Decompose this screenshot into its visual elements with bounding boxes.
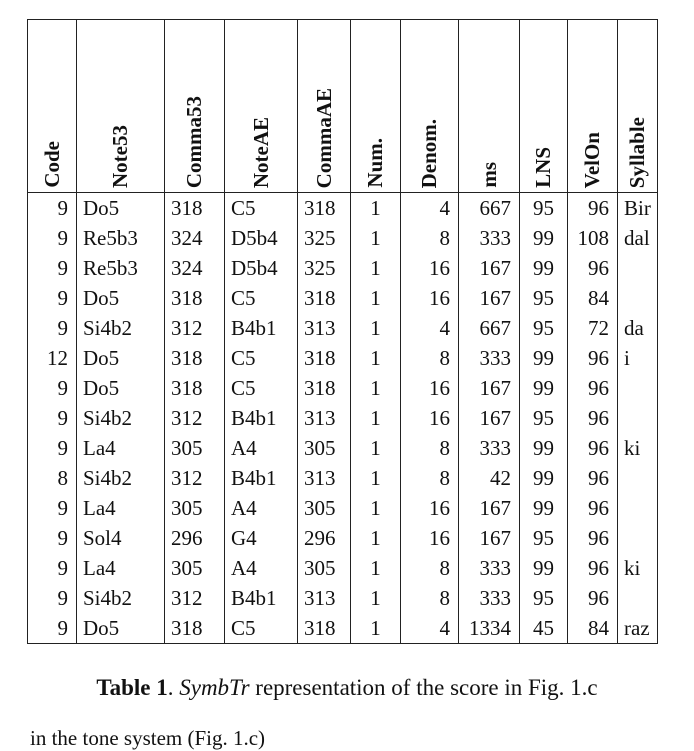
cell-noteae: C5 <box>225 193 298 224</box>
cell-note53: Re5b3 <box>77 223 165 253</box>
cell-denom: 4 <box>401 613 459 644</box>
caption-label: Table 1 <box>96 675 168 700</box>
cell-lns: 99 <box>520 343 568 373</box>
cell-noteae: B4b1 <box>225 313 298 343</box>
cell-note53: Do5 <box>77 343 165 373</box>
cell-comma53: 324 <box>165 223 225 253</box>
table-row <box>28 583 658 613</box>
table-row <box>28 553 658 583</box>
cell-note53: Si4b2 <box>77 403 165 433</box>
cell-commaae: 318 <box>298 343 351 373</box>
cell-velon: 72 <box>568 313 618 343</box>
caption-system-name: SymbTr <box>179 675 250 700</box>
cell-noteae: A4 <box>225 433 298 463</box>
header-ms: ms <box>459 20 520 193</box>
cell-commaae: 305 <box>298 493 351 523</box>
cell-commaae: 325 <box>298 223 351 253</box>
cell-syllable <box>618 583 658 613</box>
cell-ms: 167 <box>459 493 520 523</box>
cell-note53: La4 <box>77 433 165 463</box>
cell-note53: Si4b2 <box>77 463 165 493</box>
cell-comma53: 312 <box>165 403 225 433</box>
cell-comma53: 318 <box>165 193 225 224</box>
cell-num: 1 <box>351 283 401 313</box>
cell-commaae: 313 <box>298 463 351 493</box>
table-row <box>28 403 658 433</box>
cell-code: 9 <box>28 193 77 224</box>
cell-lns: 95 <box>520 583 568 613</box>
cell-commaae: 296 <box>298 523 351 553</box>
cell-note53: Re5b3 <box>77 253 165 283</box>
cell-note53: Do5 <box>77 283 165 313</box>
cell-ms: 667 <box>459 193 520 224</box>
cell-ms: 667 <box>459 313 520 343</box>
cell-ms: 167 <box>459 253 520 283</box>
cell-velon: 108 <box>568 223 618 253</box>
cell-noteae: B4b1 <box>225 463 298 493</box>
cell-lns: 99 <box>520 463 568 493</box>
cell-noteae: C5 <box>225 343 298 373</box>
cell-num: 1 <box>351 253 401 283</box>
cell-ms: 167 <box>459 523 520 553</box>
header-code: Code <box>28 20 77 193</box>
table-row <box>28 313 658 343</box>
cell-syllable <box>618 463 658 493</box>
table-row <box>28 193 658 224</box>
cell-num: 1 <box>351 553 401 583</box>
cell-commaae: 313 <box>298 403 351 433</box>
cell-commaae: 305 <box>298 553 351 583</box>
header-velon: VelOn <box>568 20 618 193</box>
cell-lns: 95 <box>520 523 568 553</box>
cell-note53: Do5 <box>77 613 165 644</box>
cell-num: 1 <box>351 433 401 463</box>
cell-lns: 99 <box>520 553 568 583</box>
cell-syllable: raz <box>618 613 658 644</box>
cell-commaae: 305 <box>298 433 351 463</box>
cell-denom: 8 <box>401 223 459 253</box>
cell-note53: Si4b2 <box>77 583 165 613</box>
symbtr-table-container <box>27 19 657 644</box>
cell-ms: 1334 <box>459 613 520 644</box>
cell-num: 1 <box>351 373 401 403</box>
cell-comma53: 318 <box>165 613 225 644</box>
cell-code: 9 <box>28 403 77 433</box>
cell-velon: 96 <box>568 433 618 463</box>
cell-lns: 99 <box>520 433 568 463</box>
header-num: Num. <box>351 20 401 193</box>
cell-velon: 84 <box>568 283 618 313</box>
cell-noteae: C5 <box>225 283 298 313</box>
cell-code: 9 <box>28 553 77 583</box>
cell-code: 12 <box>28 343 77 373</box>
cell-velon: 96 <box>568 583 618 613</box>
cell-velon: 96 <box>568 493 618 523</box>
cell-denom: 16 <box>401 523 459 553</box>
cell-num: 1 <box>351 193 401 224</box>
table-row <box>28 253 658 283</box>
cell-denom: 16 <box>401 373 459 403</box>
cell-num: 1 <box>351 493 401 523</box>
table-caption <box>0 675 694 701</box>
cell-code: 9 <box>28 433 77 463</box>
cell-num: 1 <box>351 223 401 253</box>
cell-syllable: i <box>618 343 658 373</box>
cell-lns: 99 <box>520 223 568 253</box>
cell-note53: La4 <box>77 553 165 583</box>
cell-lns: 99 <box>520 373 568 403</box>
cell-lns: 95 <box>520 403 568 433</box>
cell-syllable <box>618 253 658 283</box>
cell-code: 8 <box>28 463 77 493</box>
cell-syllable: ki <box>618 433 658 463</box>
cell-lns: 95 <box>520 313 568 343</box>
cell-ms: 167 <box>459 403 520 433</box>
table-row <box>28 493 658 523</box>
cell-velon: 96 <box>568 343 618 373</box>
cell-code: 9 <box>28 613 77 644</box>
cell-code: 9 <box>28 253 77 283</box>
cell-commaae: 318 <box>298 613 351 644</box>
cell-ms: 167 <box>459 283 520 313</box>
cell-syllable <box>618 403 658 433</box>
table-row <box>28 223 658 253</box>
cell-commaae: 313 <box>298 583 351 613</box>
table-row <box>28 373 658 403</box>
cell-syllable: Bir <box>618 193 658 224</box>
cell-lns: 95 <box>520 283 568 313</box>
header-syllable: Syllable <box>618 20 658 193</box>
cell-velon: 96 <box>568 193 618 224</box>
caption-separator: . <box>167 675 180 700</box>
cell-code: 9 <box>28 283 77 313</box>
cell-noteae: A4 <box>225 553 298 583</box>
cell-comma53: 296 <box>165 523 225 553</box>
cell-comma53: 318 <box>165 343 225 373</box>
cell-velon: 96 <box>568 553 618 583</box>
cell-velon: 96 <box>568 373 618 403</box>
cell-num: 1 <box>351 343 401 373</box>
cell-code: 9 <box>28 493 77 523</box>
cell-denom: 8 <box>401 463 459 493</box>
cell-noteae: G4 <box>225 523 298 553</box>
cell-denom: 16 <box>401 283 459 313</box>
cell-comma53: 318 <box>165 373 225 403</box>
cell-syllable <box>618 373 658 403</box>
cell-ms: 333 <box>459 433 520 463</box>
table-row <box>28 343 658 373</box>
cell-lns: 45 <box>520 613 568 644</box>
cell-comma53: 318 <box>165 283 225 313</box>
cell-noteae: D5b4 <box>225 223 298 253</box>
cell-note53: Sol4 <box>77 523 165 553</box>
cell-code: 9 <box>28 223 77 253</box>
cell-commaae: 318 <box>298 373 351 403</box>
cell-commaae: 313 <box>298 313 351 343</box>
cell-denom: 8 <box>401 583 459 613</box>
cell-denom: 4 <box>401 193 459 224</box>
cell-velon: 96 <box>568 253 618 283</box>
cell-denom: 16 <box>401 253 459 283</box>
cell-commaae: 325 <box>298 253 351 283</box>
table-row <box>28 463 658 493</box>
cell-comma53: 324 <box>165 253 225 283</box>
cell-ms: 42 <box>459 463 520 493</box>
table-row <box>28 433 658 463</box>
cell-syllable <box>618 523 658 553</box>
cell-ms: 333 <box>459 553 520 583</box>
cell-lns: 99 <box>520 493 568 523</box>
table-row <box>28 283 658 313</box>
cell-lns: 99 <box>520 253 568 283</box>
cell-velon: 84 <box>568 613 618 644</box>
header-commaae: CommaAE <box>298 20 351 193</box>
cell-num: 1 <box>351 463 401 493</box>
cell-num: 1 <box>351 313 401 343</box>
cell-comma53: 305 <box>165 493 225 523</box>
cell-note53: Do5 <box>77 373 165 403</box>
header-denom: Denom. <box>401 20 459 193</box>
cell-noteae: B4b1 <box>225 583 298 613</box>
table-header-row <box>28 20 658 193</box>
cell-code: 9 <box>28 583 77 613</box>
header-comma53: Comma53 <box>165 20 225 193</box>
cell-lns: 95 <box>520 193 568 224</box>
cell-syllable: ki <box>618 553 658 583</box>
cell-comma53: 305 <box>165 553 225 583</box>
cell-num: 1 <box>351 583 401 613</box>
cell-ms: 333 <box>459 583 520 613</box>
cell-note53: Si4b2 <box>77 313 165 343</box>
cell-denom: 16 <box>401 493 459 523</box>
cell-code: 9 <box>28 373 77 403</box>
cell-num: 1 <box>351 523 401 553</box>
cell-code: 9 <box>28 523 77 553</box>
cell-syllable <box>618 493 658 523</box>
body-text-fragment: in the tone system (Fig. 1.c) <box>30 726 266 750</box>
cell-syllable: dal <box>618 223 658 253</box>
cell-syllable <box>618 283 658 313</box>
cell-comma53: 305 <box>165 433 225 463</box>
cell-comma53: 312 <box>165 583 225 613</box>
table-body <box>28 193 658 644</box>
cell-ms: 333 <box>459 343 520 373</box>
cell-num: 1 <box>351 403 401 433</box>
cell-syllable: da <box>618 313 658 343</box>
symbtr-table <box>27 19 658 644</box>
cell-denom: 16 <box>401 403 459 433</box>
header-note53: Note53 <box>77 20 165 193</box>
cell-num: 1 <box>351 613 401 644</box>
cell-commaae: 318 <box>298 193 351 224</box>
cell-ms: 333 <box>459 223 520 253</box>
cell-velon: 96 <box>568 403 618 433</box>
cell-noteae: B4b1 <box>225 403 298 433</box>
table-row <box>28 523 658 553</box>
cell-velon: 96 <box>568 463 618 493</box>
cell-denom: 8 <box>401 343 459 373</box>
cell-velon: 96 <box>568 523 618 553</box>
table-row <box>28 613 658 644</box>
cell-denom: 8 <box>401 553 459 583</box>
cell-noteae: C5 <box>225 373 298 403</box>
caption-text: representation of the score in Fig. 1.c <box>249 675 598 700</box>
cell-denom: 8 <box>401 433 459 463</box>
header-lns: LNS <box>520 20 568 193</box>
cell-commaae: 318 <box>298 283 351 313</box>
cell-comma53: 312 <box>165 313 225 343</box>
cell-note53: La4 <box>77 493 165 523</box>
cell-code: 9 <box>28 313 77 343</box>
cell-ms: 167 <box>459 373 520 403</box>
cell-comma53: 312 <box>165 463 225 493</box>
cell-noteae: D5b4 <box>225 253 298 283</box>
cell-note53: Do5 <box>77 193 165 224</box>
header-noteae: NoteAE <box>225 20 298 193</box>
cell-noteae: C5 <box>225 613 298 644</box>
cell-denom: 4 <box>401 313 459 343</box>
cell-noteae: A4 <box>225 493 298 523</box>
